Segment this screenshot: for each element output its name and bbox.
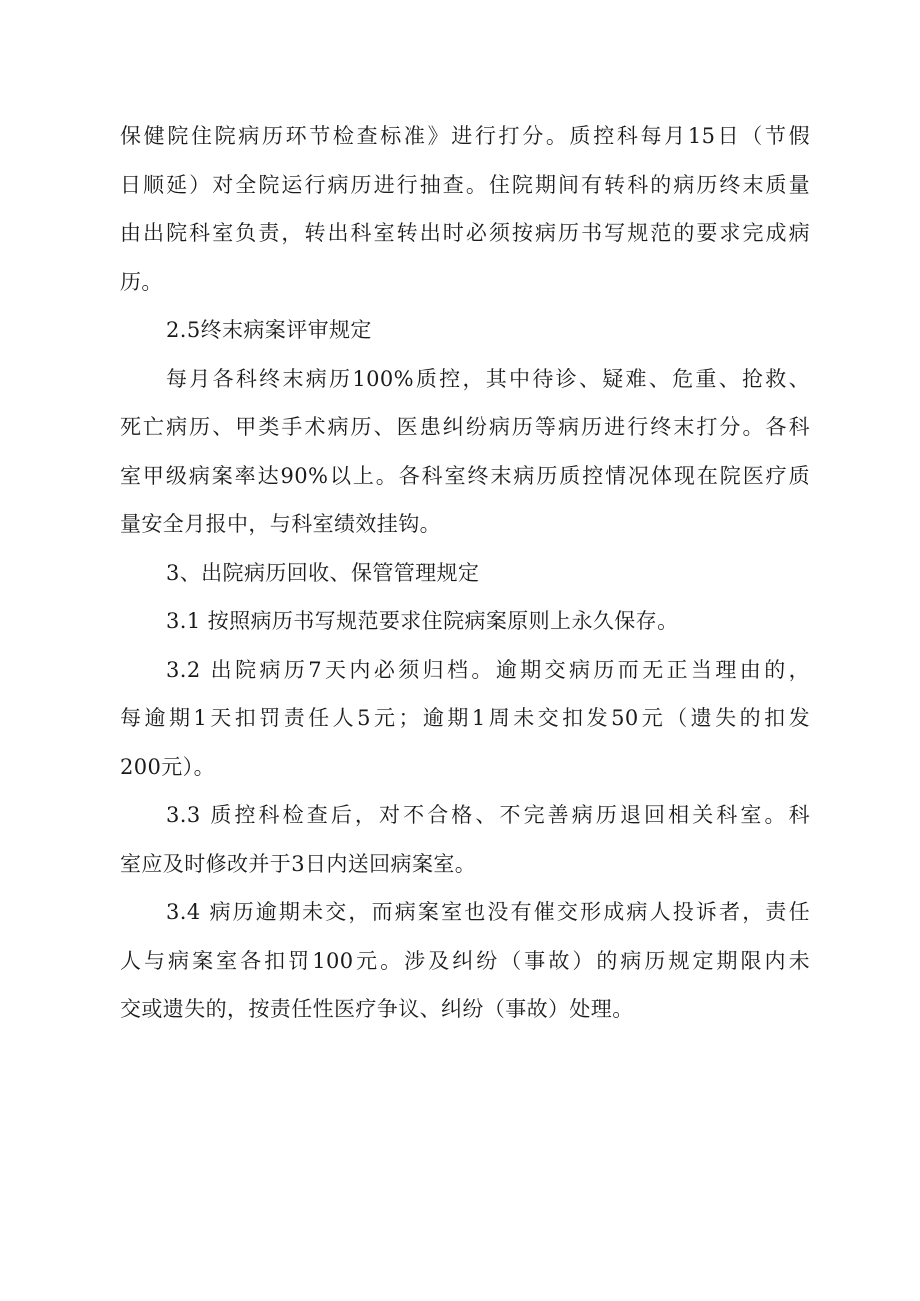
paragraph-line: 交或遗失的，按责任性医疗争议、纠纷（事故）处理。 [120,997,634,1021]
paragraph-line: 人与病案室各扣罚100元。涉及纠纷（事故）的病历规定期限内未 [120,948,810,973]
paragraph-line: 3.2 出院病历7天内必须归档。逾期交病历而无正当理由的， [166,657,810,682]
paragraph-line: 历。 [120,269,163,294]
paragraph-line: 量安全月报中，与科室绩效挂钩。 [120,512,441,536]
paragraph-line: 由出院科室负责，转出科室转出时必须按病历书写规范的要求完成病 [120,221,810,245]
paragraph-line: 3.3 质控科检查后，对不合格、不完善病历退回相关科室。科 [166,803,810,827]
paragraph-line: 200元）。 [120,754,215,779]
paragraph-line: 日顺延）对全院运行病历进行抽查。住院期间有转科的病历终末质量 [120,172,810,197]
section-heading: 2.5终末病案评审规定 [166,318,372,342]
document-page [120,112,810,1034]
paragraph-line: 保健院住院病历环节检查标准》进行打分。质控科每月15日（节假 [120,124,810,148]
paragraph-line: 每逾期1天扣罚责任人5元；逾期1周未交扣发50元（遗失的扣发 [120,706,810,730]
paragraph-line: 室甲级病案率达90%以上。各科室终末病历质控情况体现在院医疗质 [120,463,810,488]
paragraph-line: 3.1 按照病历书写规范要求住院病案原则上永久保存。 [166,609,679,633]
paragraph-line: 室应及时修改并于3日内送回病案室。 [120,851,477,876]
paragraph-line: 每月各科终末病历100%质控，其中待诊、疑难、危重、抢救、 [166,366,810,391]
section-heading: 3、出院病历回收、保管管理规定 [166,560,480,585]
paragraph-line: 死亡病历、甲类手术病历、医患纠纷病历等病历进行终末打分。各科 [120,415,810,439]
paragraph-line: 3.4 病历逾期未交，而病案室也没有催交形成病人投诉者，责任 [166,900,810,924]
